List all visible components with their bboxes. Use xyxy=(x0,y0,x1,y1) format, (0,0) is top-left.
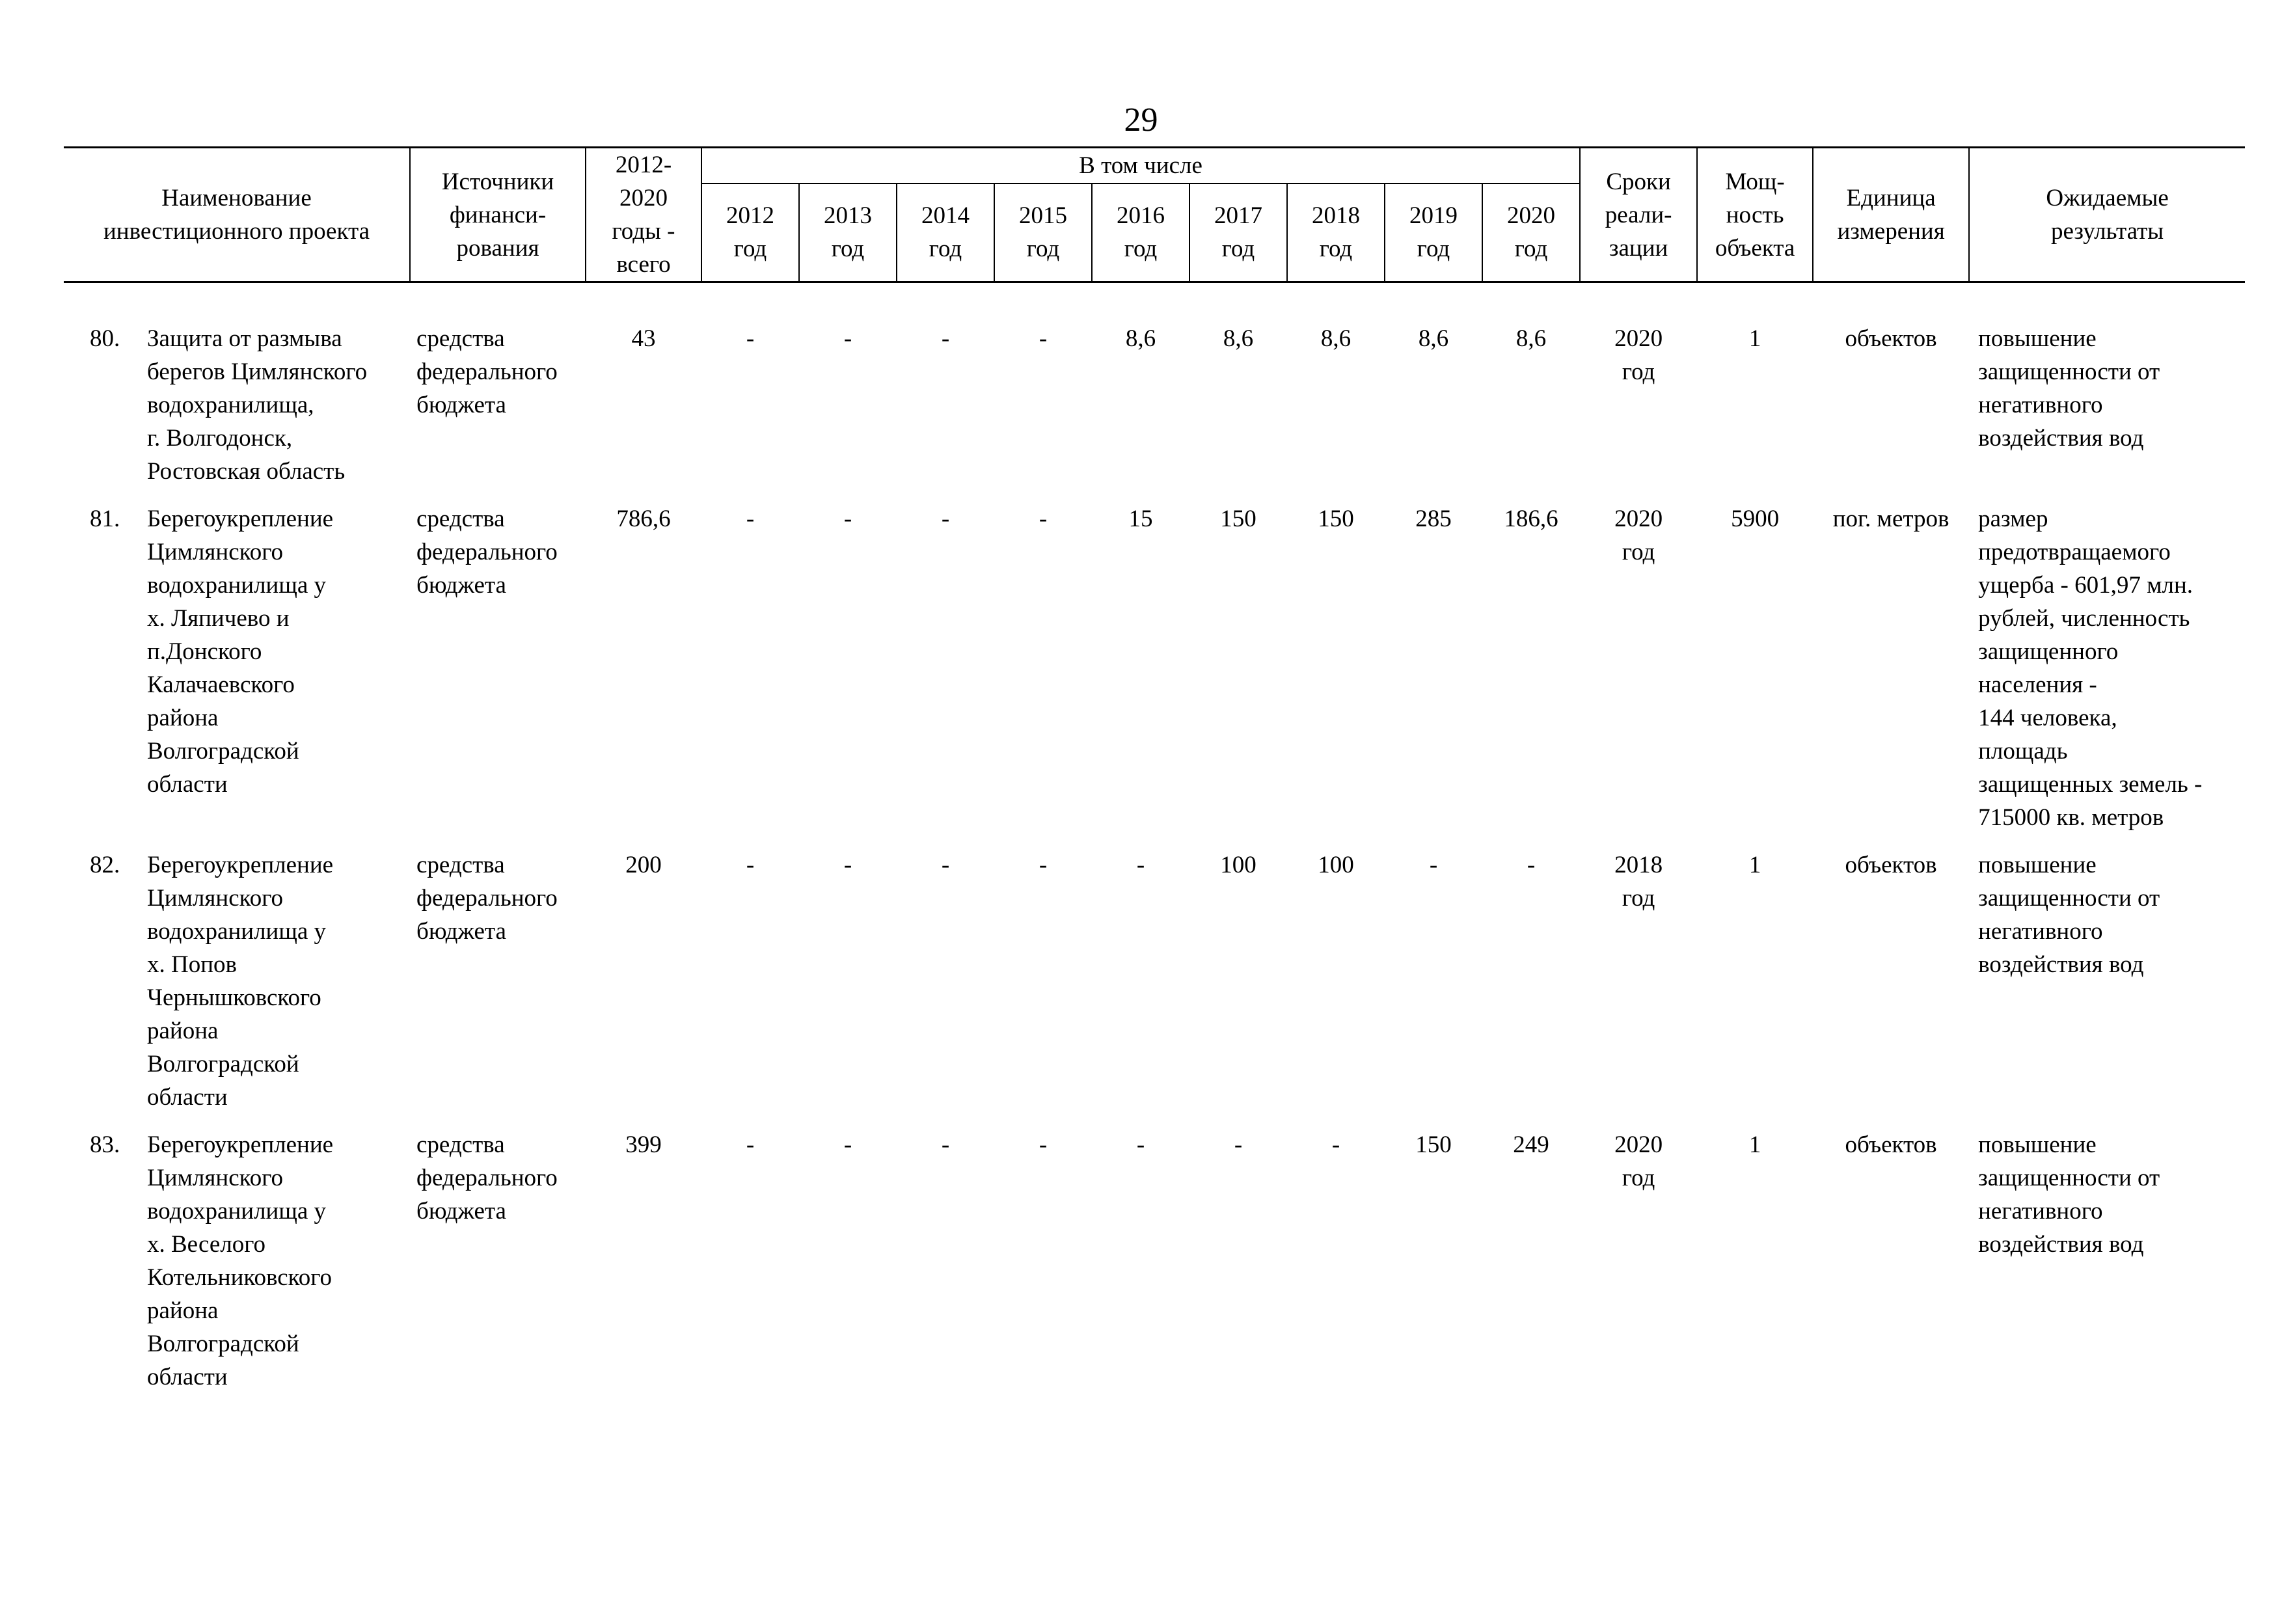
project-name: Берегоукрепление Цимлянского водохранилища у х. Ляпичево и п.Донского Калачаевского района Волгоградской области xyxy=(147,506,334,798)
year-value: 285 xyxy=(1415,506,1452,532)
year-value: - xyxy=(1039,1131,1048,1158)
header-terms: Сроки реали- зации xyxy=(1580,148,1697,282)
capacity-value: 5900 xyxy=(1731,506,1780,532)
header-name: Наименование инвестиционного проекта xyxy=(64,148,410,282)
year-value: - xyxy=(1136,1131,1145,1158)
row-number: 81. xyxy=(90,506,120,532)
year-value: - xyxy=(843,852,852,878)
row-number: 83. xyxy=(90,1131,120,1158)
expected-result: повышение защищенности от негативного воздействия вод xyxy=(1978,325,2160,452)
year-value: 8,6 xyxy=(1125,325,1156,352)
header-year-2017: 2017 год xyxy=(1189,183,1287,282)
year-value: - xyxy=(1429,852,1438,878)
table-row xyxy=(64,1128,2245,1408)
total-value: 786,6 xyxy=(616,506,671,532)
expected-result: повышение защищенности от негативного воздействия вод xyxy=(1978,1131,2160,1258)
expected-result: повышение защищенности от негативного воздействия вод xyxy=(1978,852,2160,978)
implementation-term: 2020 год xyxy=(1614,325,1663,385)
year-value: - xyxy=(746,325,755,352)
year-value: 8,6 xyxy=(1515,325,1547,352)
year-value: - xyxy=(941,506,950,532)
unit-value: объектов xyxy=(1845,1131,1937,1158)
unit-value: объектов xyxy=(1845,852,1937,878)
year-value: 150 xyxy=(1415,1131,1452,1158)
header-sources: Источники финанси- рования xyxy=(410,148,586,282)
year-value: - xyxy=(1527,852,1536,878)
page-number: 29 xyxy=(1124,102,1158,139)
year-value: 150 xyxy=(1220,506,1256,532)
year-value: 100 xyxy=(1220,852,1256,878)
total-value: 43 xyxy=(631,325,656,352)
funding-source: средства федерального бюджета xyxy=(416,325,558,418)
project-name-cell xyxy=(64,322,410,502)
year-value: 100 xyxy=(1318,852,1354,878)
implementation-term: 2018 год xyxy=(1614,852,1663,912)
year-value: - xyxy=(941,325,950,352)
capacity-value: 1 xyxy=(1748,325,1761,352)
year-value: - xyxy=(843,325,852,352)
project-name-cell xyxy=(64,502,410,848)
header-year-2020: 2020 год xyxy=(1482,183,1580,282)
row-number: 80. xyxy=(90,325,120,352)
capacity-value: 1 xyxy=(1748,1131,1761,1158)
project-name: Берегоукрепление Цимлянского водохранилища у х. Веселого Котельниковского района Волгоградской области xyxy=(147,1131,334,1390)
header-year-2019: 2019 год xyxy=(1385,183,1482,282)
implementation-term: 2020 год xyxy=(1614,506,1663,565)
header-year-2012: 2012 год xyxy=(701,183,799,282)
year-value: 249 xyxy=(1513,1131,1549,1158)
year-value: - xyxy=(843,506,852,532)
project-name-cell xyxy=(64,848,410,1128)
header-year-2015: 2015 год xyxy=(994,183,1092,282)
year-value: - xyxy=(1039,325,1048,352)
year-value: - xyxy=(1039,852,1048,878)
table-row xyxy=(64,502,2245,848)
table-row xyxy=(64,848,2245,1128)
project-name: Берегоукрепление Цимлянского водохранилища у х. Попов Чернышковского района Волгоградской области xyxy=(147,852,334,1111)
funding-source: средства федерального бюджета xyxy=(416,1131,558,1225)
header-year-2016: 2016 год xyxy=(1092,183,1189,282)
header-year-2018: 2018 год xyxy=(1287,183,1385,282)
header-results: Ожидаемые результаты xyxy=(1969,148,2245,282)
table-header xyxy=(64,148,2245,282)
year-value: - xyxy=(1234,1131,1243,1158)
year-value: 186,6 xyxy=(1504,506,1558,532)
year-value: 8,6 xyxy=(1418,325,1449,352)
header-capacity: Мощ- ность объекта xyxy=(1697,148,1813,282)
year-value: - xyxy=(746,506,755,532)
year-value: - xyxy=(1039,506,1048,532)
unit-value: пог. метров xyxy=(1832,506,1949,532)
expected-result: размер предотвращаемого ущерба - 601,97 млн. рублей, численность защищенного населения - 144 человека, площадь защищенных земель - 715000 кв. метров xyxy=(1978,506,2203,831)
header-year-2013: 2013 год xyxy=(799,183,897,282)
year-value: 150 xyxy=(1318,506,1354,532)
header-year-2014: 2014 год xyxy=(897,183,994,282)
year-value: - xyxy=(1136,852,1145,878)
unit-value: объектов xyxy=(1845,325,1937,352)
total-value: 200 xyxy=(625,852,662,878)
year-value: 15 xyxy=(1128,506,1153,532)
header-unit: Единица измерения xyxy=(1813,148,1969,282)
funding-source: средства федерального бюджета xyxy=(416,506,558,599)
funding-source: средства федерального бюджета xyxy=(416,852,558,945)
year-value: - xyxy=(843,1131,852,1158)
row-number: 82. xyxy=(90,852,120,878)
implementation-term: 2020 год xyxy=(1614,1131,1663,1191)
year-value: - xyxy=(746,1131,755,1158)
header-total: 2012- 2020 годы - всего xyxy=(586,148,701,282)
table-row xyxy=(64,322,2245,502)
year-value: 8,6 xyxy=(1223,325,1254,352)
year-value: - xyxy=(746,852,755,878)
investment-projects-table xyxy=(64,146,2245,1408)
project-name-cell xyxy=(64,1128,410,1408)
header-including: В том числе xyxy=(701,148,1580,183)
project-name: Защита от размыва берегов Цимлянского водохранилища, г. Волгодонск, Ростовская область xyxy=(147,325,368,485)
year-value: - xyxy=(941,1131,950,1158)
year-value: 8,6 xyxy=(1320,325,1352,352)
year-value: - xyxy=(941,852,950,878)
total-value: 399 xyxy=(625,1131,662,1158)
capacity-value: 1 xyxy=(1748,852,1761,878)
year-value: - xyxy=(1331,1131,1340,1158)
